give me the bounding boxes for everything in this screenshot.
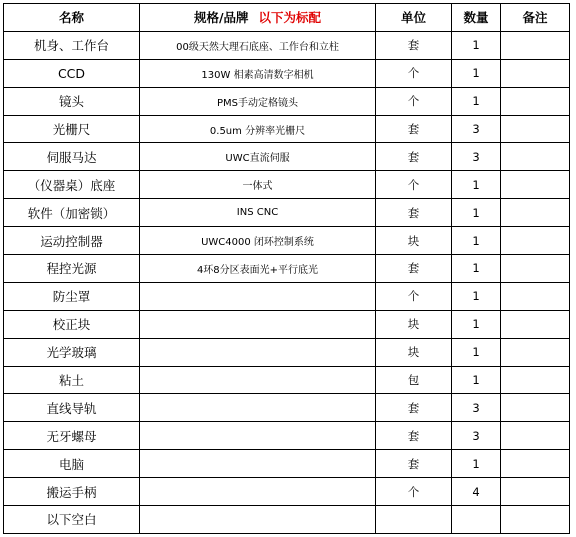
cell-remark — [501, 227, 570, 255]
table-row — [4, 478, 570, 506]
cell-spec — [140, 282, 376, 310]
table-row — [4, 422, 570, 450]
cell-name: 粘土 — [4, 366, 140, 394]
cell-spec: 0.5um 分辨率光栅尺 — [140, 115, 376, 143]
cell-name: 光学玻璃 — [4, 338, 140, 366]
cell-remark — [501, 282, 570, 310]
cell-remark — [501, 171, 570, 199]
cell-unit: 块 — [376, 227, 452, 255]
cell-spec: PMS手动定格镜头 — [140, 87, 376, 115]
cell-spec: 4环8分区表面光+平行底光 — [140, 255, 376, 283]
cell-qty: 1 — [452, 450, 501, 478]
table-row — [4, 282, 570, 310]
header-name: 名称 — [4, 4, 140, 32]
cell-name: （仪器桌）底座 — [4, 171, 140, 199]
cell-unit: 个 — [376, 171, 452, 199]
cell-spec: 00级天然大理石底座、工作台和立柱 — [140, 31, 376, 59]
cell-name: 搬运手柄 — [4, 478, 140, 506]
table-row — [4, 87, 570, 115]
table-row — [4, 394, 570, 422]
cell-name: 程控光源 — [4, 255, 140, 283]
cell-qty: 3 — [452, 115, 501, 143]
cell-unit: 块 — [376, 310, 452, 338]
cell-remark — [501, 450, 570, 478]
cell-spec — [140, 450, 376, 478]
cell-qty: 1 — [452, 87, 501, 115]
table-row — [4, 255, 570, 283]
cell-qty: 3 — [452, 143, 501, 171]
cell-qty: 1 — [452, 31, 501, 59]
cell-unit: 个 — [376, 87, 452, 115]
cell-spec — [140, 338, 376, 366]
cell-name: 镜头 — [4, 87, 140, 115]
table-row — [4, 506, 570, 534]
table-row — [4, 31, 570, 59]
cell-name: 校正块 — [4, 310, 140, 338]
cell-name: 直线导轨 — [4, 394, 140, 422]
cell-qty: 4 — [452, 478, 501, 506]
cell-name: 电脑 — [4, 450, 140, 478]
cell-spec — [140, 422, 376, 450]
cell-unit: 块 — [376, 338, 452, 366]
cell-qty: 1 — [452, 255, 501, 283]
cell-spec — [140, 366, 376, 394]
cell-qty: 1 — [452, 282, 501, 310]
cell-remark — [501, 366, 570, 394]
cell-spec: UWC直流伺服 — [140, 143, 376, 171]
cell-unit: 套 — [376, 199, 452, 227]
header-qty: 数量 — [452, 4, 501, 32]
cell-unit — [376, 506, 452, 534]
cell-unit: 个 — [376, 59, 452, 87]
cell-remark — [501, 59, 570, 87]
table-row — [4, 115, 570, 143]
cell-name: 机身、工作台 — [4, 31, 140, 59]
cell-spec — [140, 310, 376, 338]
header-spec — [140, 4, 376, 32]
cell-name: 以下空白 — [4, 506, 140, 534]
cell-unit: 套 — [376, 31, 452, 59]
cell-spec — [140, 394, 376, 422]
cell-qty: 1 — [452, 227, 501, 255]
header-spec-note: 以下为标配 — [258, 10, 322, 26]
cell-unit: 套 — [376, 422, 452, 450]
cell-spec: 一体式 — [140, 171, 376, 199]
table-row — [4, 59, 570, 87]
cell-remark — [501, 115, 570, 143]
cell-remark — [501, 143, 570, 171]
configuration-list — [3, 3, 570, 534]
cell-unit: 包 — [376, 366, 452, 394]
cell-qty: 1 — [452, 310, 501, 338]
cell-name: 光栅尺 — [4, 115, 140, 143]
cell-spec: UWC4000 闭环控制系统 — [140, 227, 376, 255]
header-spec-label: 规格/品牌 — [193, 10, 249, 26]
table-row — [4, 143, 570, 171]
cell-remark — [501, 310, 570, 338]
cell-unit: 套 — [376, 394, 452, 422]
cell-unit: 套 — [376, 450, 452, 478]
cell-spec — [140, 478, 376, 506]
cell-unit: 套 — [376, 115, 452, 143]
cell-unit: 个 — [376, 478, 452, 506]
cell-qty: 1 — [452, 59, 501, 87]
header-unit: 单位 — [376, 4, 452, 32]
table-row — [4, 199, 570, 227]
cell-qty: 1 — [452, 199, 501, 227]
cell-name: 运动控制器 — [4, 227, 140, 255]
cell-unit: 套 — [376, 143, 452, 171]
cell-remark — [501, 31, 570, 59]
cell-unit: 套 — [376, 255, 452, 283]
cell-name: 伺服马达 — [4, 143, 140, 171]
table-row — [4, 450, 570, 478]
table-row — [4, 171, 570, 199]
table-row — [4, 366, 570, 394]
cell-qty: 1 — [452, 366, 501, 394]
table-row — [4, 227, 570, 255]
header-row — [4, 4, 570, 32]
cell-qty: 3 — [452, 394, 501, 422]
cell-remark — [501, 87, 570, 115]
configuration-table — [3, 3, 570, 534]
cell-remark — [501, 394, 570, 422]
table-row — [4, 338, 570, 366]
cell-remark — [501, 199, 570, 227]
cell-qty: 1 — [452, 171, 501, 199]
cell-remark — [501, 255, 570, 283]
cell-name: 软件（加密锁） — [4, 199, 140, 227]
cell-name: CCD — [4, 59, 140, 87]
cell-qty: 3 — [452, 422, 501, 450]
cell-remark — [501, 338, 570, 366]
cell-name: 防尘罩 — [4, 282, 140, 310]
cell-spec: 130W 相素高清数字相机 — [140, 59, 376, 87]
table-row — [4, 310, 570, 338]
cell-remark — [501, 422, 570, 450]
cell-spec — [140, 506, 376, 534]
cell-name: 无牙螺母 — [4, 422, 140, 450]
header-remark: 备注 — [501, 4, 570, 32]
cell-remark — [501, 506, 570, 534]
cell-unit: 个 — [376, 282, 452, 310]
cell-spec: INS CNC — [140, 199, 376, 227]
cell-qty — [452, 506, 501, 534]
cell-qty: 1 — [452, 338, 501, 366]
cell-remark — [501, 478, 570, 506]
